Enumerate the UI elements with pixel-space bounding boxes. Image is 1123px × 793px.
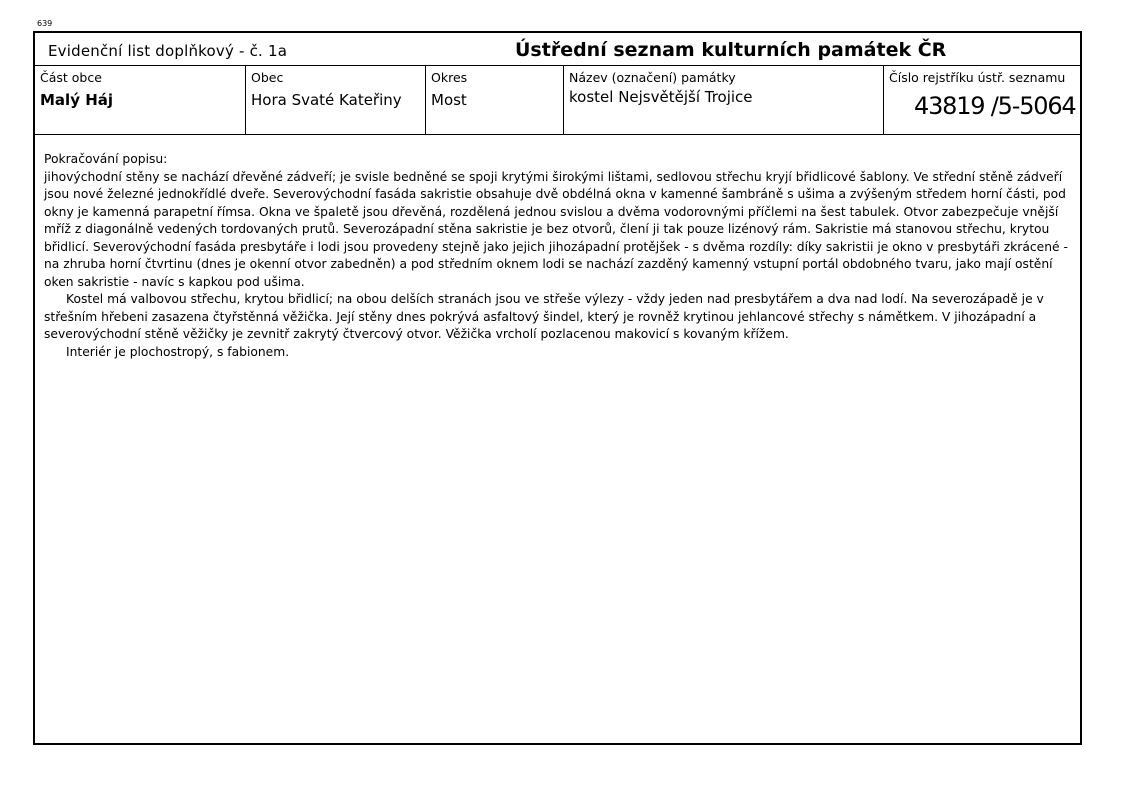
- description-paragraph: Kostel má valbovou střechu, krytou břidlicí; na obou delších stranách jsou ve střeše výlezy - vždy jeden nad presbytářem a dva nad lodí. Na severozápadě je v střešním hřebeni zasazena čtyřstěnná věžička. Její stěny dnes pokrývá asfaltový šindel, který je rovněž krytinou jehlancové střechy s námětkem. V jihozápadní a severovýchodní stěně věžičky je zevnitř zakrytý čtvercový otvor. Věžička vrcholí pozlacenou makovicí s kovaným křížem.: [44, 292, 1044, 341]
- field-label: Okres: [431, 70, 468, 85]
- field-district: [426, 66, 564, 134]
- description-paragraph: jihovýchodní stěny se nachází dřevěné zádveří; je svisle bedněné se spoji krytými širokými lištami, sedlovou střechu kryjí břidlicové šablony. Ve střední stěně zádveří jsou nové železné jednokřídlé dveře. Severovýchodní fasáda sakristie obsahuje dvě obdélná okna v kamenné šambráně s ušima a zvýšeným středem horní části, pod okny je kamenná parapetní římsa. Okna ve špaletě jsou dřevěná, rozdělená jednou svislou a dvěma vodorovnými příčlemi na šest tabulek. Otvor zabezpečuje vnější mříž z diagonálně vedených tordovaných prutů. Severozápadní stěna sakristie je bez otvorů, člení ji tak pouze lizénový rám. Sakristie má stanovou střechu, krytou břidlicí. Severovýchodní fasáda presbytáře i lodi jsou provedeny stejně jako jejich jihozápadní protějšek - s dvěma rozdíly: díky sakristii je okno v presbytáři zkrácené - na zhruba horní čtvrtinu (dnes je okenní otvor zabedněn) a pod středním oknem lodi se nachází zazděný kamenný vstupní portál obdobného tvaru, jako mají ostění oken sakristie - navíc s kapkou pod ušima.: [44, 169, 1068, 289]
- register-number-value: 43819 /5-5064: [914, 92, 1076, 120]
- field-value: Hora Svaté Kateřiny: [251, 91, 402, 109]
- field-value: kostel Nejsvětější Trojice: [569, 88, 753, 106]
- description-heading: Pokračování popisu:: [44, 152, 168, 166]
- field-label: Obec: [251, 70, 284, 85]
- register-title: Ústřední seznam kulturních památek ČR: [515, 39, 947, 61]
- field-label: Část obce: [40, 70, 102, 85]
- page-number: 639: [37, 19, 53, 28]
- fields-row: [35, 66, 1080, 135]
- field-municipality: [246, 66, 426, 134]
- description-continuation: [44, 151, 1074, 361]
- field-register-number: [884, 66, 1080, 134]
- field-monument-name: [564, 66, 884, 134]
- field-part-of-municipality: [35, 66, 246, 134]
- field-value: Malý Háj: [40, 91, 114, 109]
- field-label: Název (označení) památky: [569, 70, 736, 85]
- description-paragraph: Interiér je plochostropý, s fabionem.: [66, 344, 290, 359]
- form-title: Evidenční list doplňkový - č. 1a: [48, 42, 288, 60]
- field-value: Most: [431, 91, 467, 109]
- field-label: Číslo rejstříku ústř. seznamu: [889, 70, 1066, 85]
- title-row: [35, 33, 1080, 66]
- record-sheet: [33, 31, 1082, 745]
